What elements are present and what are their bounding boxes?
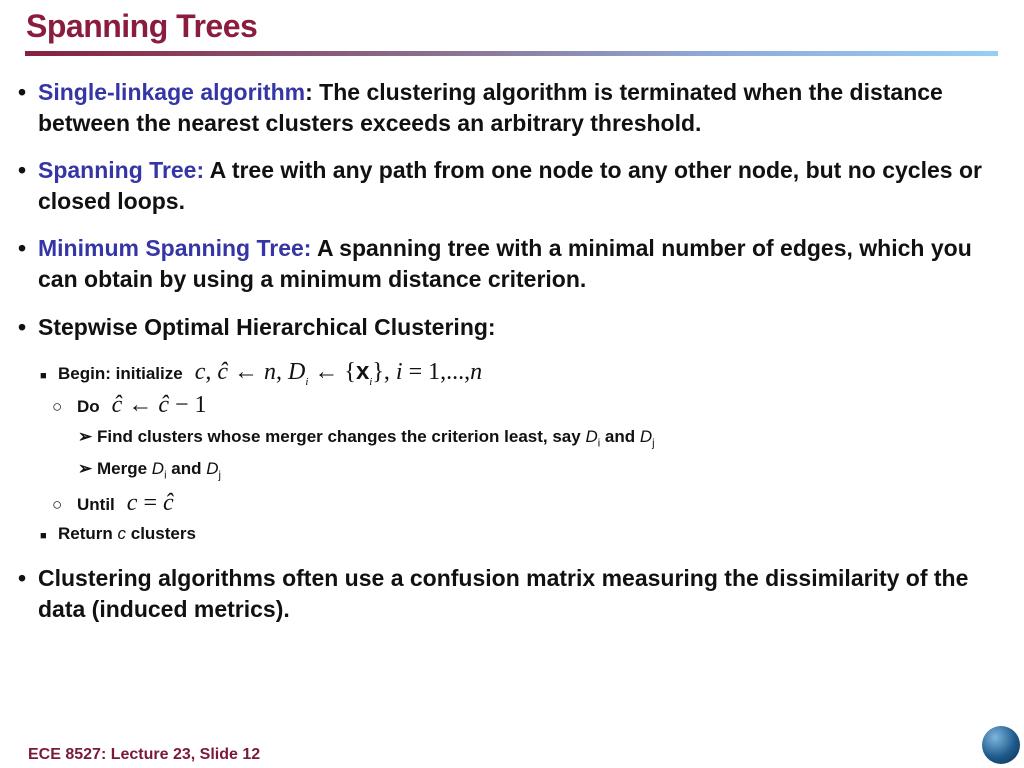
label: Find clusters whose merger changes the criterion least, say [96, 427, 581, 446]
step-do: ○ Do ĉ ← ĉ − 1 [52, 392, 207, 418]
label: Do [77, 397, 100, 416]
d: D [585, 427, 598, 446]
math-until: c = ĉ [126, 490, 174, 516]
and: and [604, 427, 636, 446]
bullet-clustering: • Clustering algorithms often use a confusion matrix measuring the dissimilarity of the data (induced metrics). [18, 563, 1008, 625]
bullet-stepwise: • Stepwise Optimal Hierarchical Clustering: [18, 312, 1008, 343]
step-merge: ➢ Merge $D_i$ and $D_j$ [78, 459, 221, 482]
bullet-spanning-tree: • Spanning Tree: A tree with any path from one node to any other node, but no cycles or closed loops. [18, 157, 982, 214]
math-begin: c, ĉ ← n, $D_i$ ← $\{x_i\}$, i = 1,...,n [194, 358, 483, 388]
label: Begin: initialize [58, 364, 183, 383]
step-find: ➢ Find clusters whose merger changes the criterion least, say $D_i$ and $D_j$ [78, 427, 655, 450]
definition: A spanning tree with a minimal number of edges, which you can obtain by using a minimum distance criterion. [38, 235, 972, 292]
footer: ECE 8527: Lecture 23, Slide 12 [28, 746, 261, 763]
definition: A tree with any path from one node to any other node, but no cycles or closed loops. [38, 157, 982, 214]
title-rule [25, 51, 998, 56]
c: c [117, 524, 127, 543]
label: Merge [96, 459, 148, 478]
term: Single-linkage algorithm [38, 79, 306, 105]
d: D [151, 459, 165, 478]
j: j [652, 437, 655, 450]
term: Minimum Spanning Tree: [38, 235, 312, 261]
label: Until [77, 495, 115, 514]
i: i [164, 469, 167, 482]
label: clusters [130, 524, 196, 543]
step-until: ○ Until c = ĉ [52, 490, 174, 516]
label: Return [58, 524, 113, 543]
i: i [597, 437, 601, 450]
definition: : The clustering algorithm is terminated when the distance between the nearest clusters exceeds an arbitrary threshold. [38, 79, 943, 136]
d: D [206, 459, 219, 478]
step-begin: ■ Begin: initialize c, ĉ ← n, $D_i$ ← $\{x_i\}$, i = 1,...,n [40, 358, 483, 388]
logo-globe-icon [982, 726, 1020, 764]
and: and [171, 459, 202, 478]
text: Clustering algorithms often use a confusion matrix measuring the dissimilarity of the data (induced metrics). [38, 565, 969, 622]
slide-title: Spanning Trees [26, 8, 258, 44]
bullet-single-linkage: • Single-linkage algorithm: The clustering algorithm is terminated when the distance between the nearest clusters exceeds an arbitrary threshold. [18, 79, 943, 136]
d: D [639, 427, 653, 446]
bullet-mst: • Minimum Spanning Tree: A spanning tree with a minimal number of edges, which you can obtain by using a minimum distance criterion. [18, 235, 972, 292]
step-return: ■ Return c clusters [40, 524, 196, 543]
term: Spanning Tree: [38, 157, 205, 183]
j: j [218, 469, 221, 482]
heading: Stepwise Optimal Hierarchical Clustering: [38, 314, 496, 340]
math-do: ĉ ← ĉ − 1 [111, 392, 207, 418]
